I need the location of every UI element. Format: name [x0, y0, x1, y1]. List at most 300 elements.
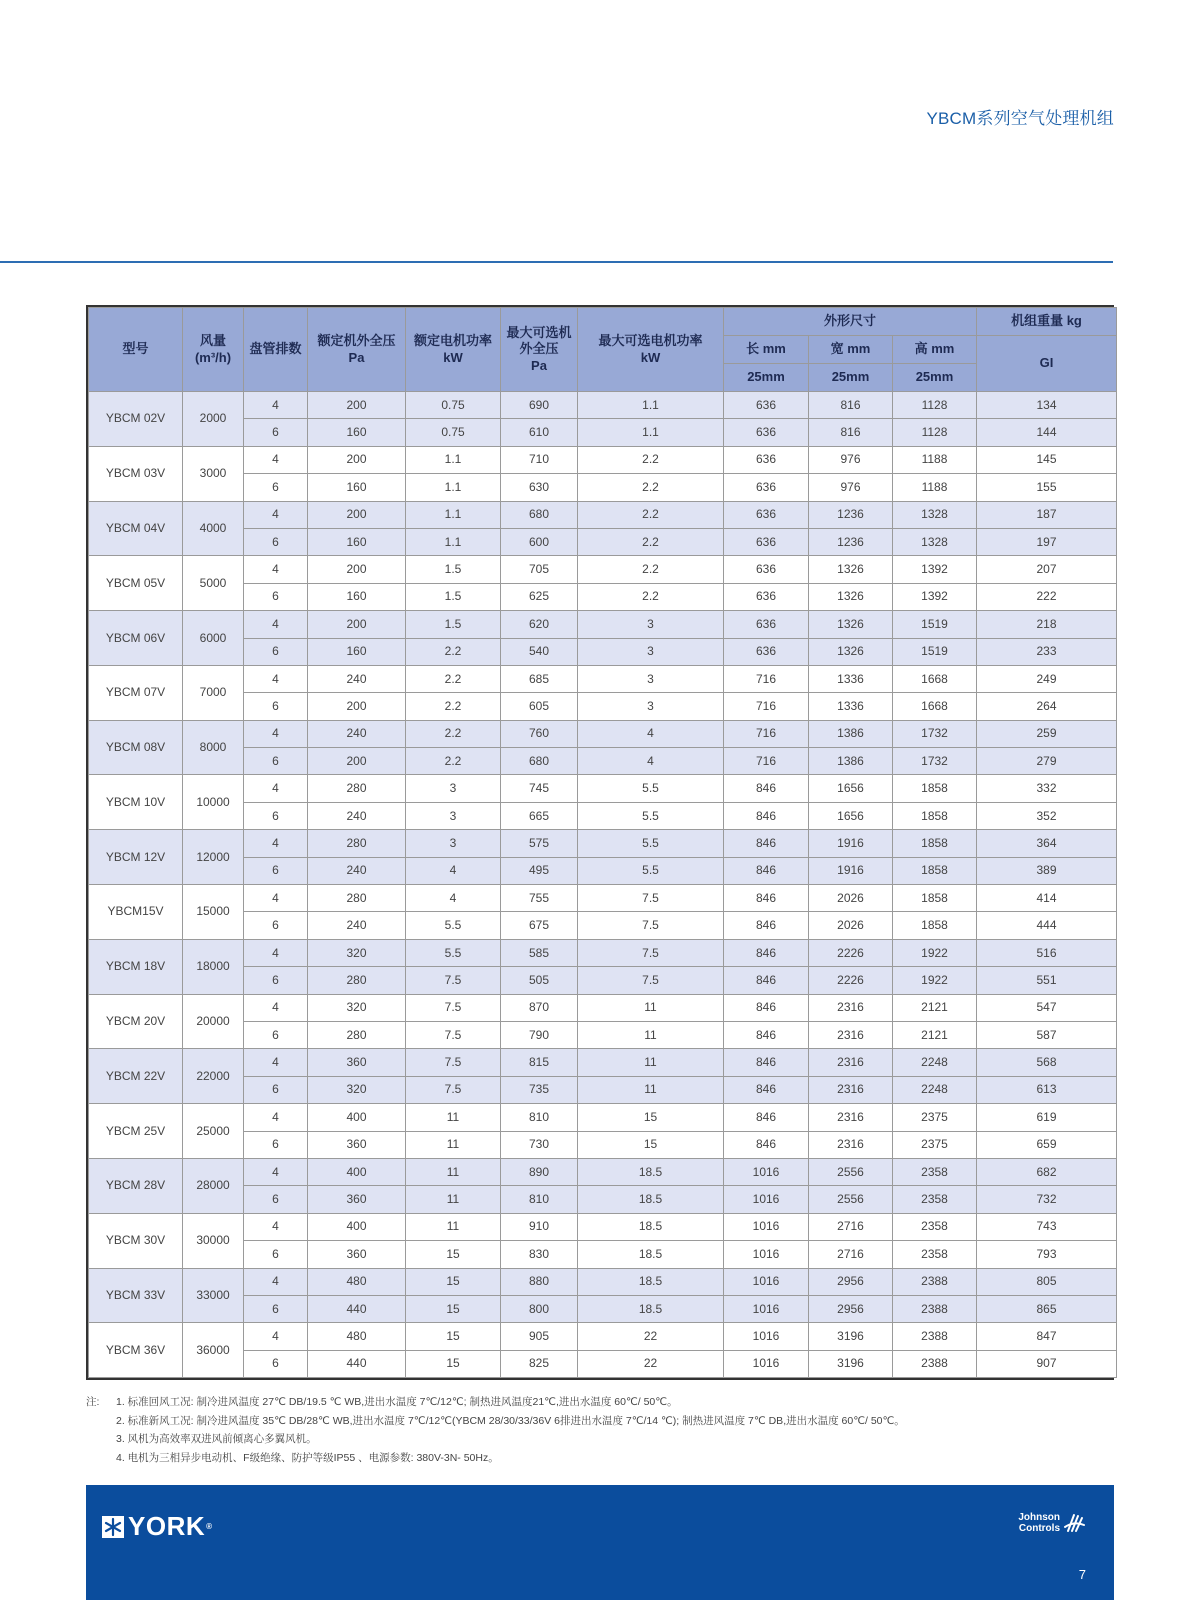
notes-label: 注: [86, 1396, 100, 1408]
table-cell: 4 [244, 611, 308, 638]
table-cell: 6 [244, 419, 308, 446]
table-cell: 360 [308, 1186, 406, 1213]
table-cell: 18.5 [578, 1268, 724, 1295]
table-cell: 400 [308, 1104, 406, 1131]
york-registered-mark: ® [206, 1522, 213, 1531]
table-cell: 160 [308, 583, 406, 610]
table-cell: 400 [308, 1158, 406, 1185]
table-cell: 1916 [809, 830, 893, 857]
table-cell: 6 [244, 802, 308, 829]
table-cell: 547 [977, 994, 1117, 1021]
table-cell: 6 [244, 474, 308, 501]
model-cell: YBCM 33V [89, 1268, 183, 1323]
table-cell: 1236 [809, 528, 893, 555]
header-length-sub: 25mm [724, 364, 809, 392]
table-cell: 259 [977, 720, 1117, 747]
table-cell: 7.5 [406, 967, 501, 994]
york-logo [102, 1511, 213, 1542]
model-cell: YBCM 36V [89, 1323, 183, 1378]
table-cell: 240 [308, 720, 406, 747]
table-cell: 716 [724, 748, 809, 775]
table-cell: 846 [724, 802, 809, 829]
table-cell: 2316 [809, 1131, 893, 1158]
table-cell: 6 [244, 1131, 308, 1158]
table-cell: 240 [308, 857, 406, 884]
table-cell: 4 [406, 885, 501, 912]
table-cell: 2316 [809, 1049, 893, 1076]
table-cell: 18.5 [578, 1295, 724, 1322]
table-cell: 6 [244, 1186, 308, 1213]
table-cell: 280 [308, 967, 406, 994]
spec-table-container [86, 305, 1114, 1380]
header-width-sub: 25mm [809, 364, 893, 392]
table-cell: 1016 [724, 1186, 809, 1213]
table-cell: 585 [501, 939, 578, 966]
table-cell: 2.2 [406, 748, 501, 775]
table-row [89, 1268, 1117, 1295]
table-cell: 636 [724, 638, 809, 665]
table-row [89, 967, 1117, 994]
table-cell: 280 [308, 1021, 406, 1048]
table-cell: 1016 [724, 1158, 809, 1185]
table-row [89, 939, 1117, 966]
footer-band [86, 1485, 1114, 1600]
table-cell: 5.5 [578, 857, 724, 884]
table-cell: 6 [244, 857, 308, 884]
notes [86, 1393, 1106, 1467]
table-cell: 1519 [893, 638, 977, 665]
table-cell: 675 [501, 912, 578, 939]
table-cell: 11 [406, 1131, 501, 1158]
table-cell: 2026 [809, 912, 893, 939]
table-cell: 6 [244, 583, 308, 610]
table-cell: 4 [244, 665, 308, 692]
table-cell: 400 [308, 1213, 406, 1240]
table-cell: 816 [809, 392, 893, 419]
table-cell: 3 [406, 775, 501, 802]
table-cell: 682 [977, 1158, 1117, 1185]
table-cell: 846 [724, 967, 809, 994]
table-cell: 910 [501, 1213, 578, 1240]
table-cell: 846 [724, 1131, 809, 1158]
note-item: 1. 标准回风工况: 制冷进风温度 27℃ DB/19.5 ℃ WB,进出水温度 7℃/12℃; 制热进风温度21℃,进出水温度 60℃/ 50℃。 [116, 1396, 678, 1408]
table-cell: 2388 [893, 1295, 977, 1322]
johnson-controls-logo [1018, 1511, 1086, 1535]
table-cell: 6 [244, 1295, 308, 1322]
table-cell: 197 [977, 528, 1117, 555]
table-row [89, 830, 1117, 857]
table-cell: 636 [724, 556, 809, 583]
table-cell: 1.5 [406, 583, 501, 610]
table-cell: 690 [501, 392, 578, 419]
table-cell: 2026 [809, 885, 893, 912]
table-cell: 846 [724, 912, 809, 939]
table-row [89, 885, 1117, 912]
table-cell: 1858 [893, 802, 977, 829]
table-cell: 2556 [809, 1158, 893, 1185]
table-row [89, 474, 1117, 501]
table-cell: 2226 [809, 939, 893, 966]
table-row [89, 392, 1117, 419]
table-cell: 1519 [893, 611, 977, 638]
jc-logo-line2: Controls [1018, 1523, 1060, 1534]
table-cell: 15 [406, 1268, 501, 1295]
table-cell: 620 [501, 611, 578, 638]
table-cell: 2358 [893, 1241, 977, 1268]
table-cell: 134 [977, 392, 1117, 419]
table-cell: 480 [308, 1268, 406, 1295]
table-cell: 1392 [893, 556, 977, 583]
table-cell: 207 [977, 556, 1117, 583]
table-cell: 2.2 [578, 583, 724, 610]
header-height-sub: 25mm [893, 364, 977, 392]
table-cell: 1326 [809, 611, 893, 638]
airflow-cell: 30000 [183, 1213, 244, 1268]
header-length: 长 mm [724, 336, 809, 364]
table-cell: 6 [244, 1021, 308, 1048]
table-cell: 4 [578, 748, 724, 775]
table-cell: 1336 [809, 665, 893, 692]
table-cell: 659 [977, 1131, 1117, 1158]
table-cell: 1858 [893, 912, 977, 939]
table-cell: 1328 [893, 528, 977, 555]
table-cell: 2956 [809, 1268, 893, 1295]
table-cell: 846 [724, 885, 809, 912]
table-cell: 222 [977, 583, 1117, 610]
table-cell: 540 [501, 638, 578, 665]
table-cell: 1336 [809, 693, 893, 720]
table-cell: 4 [244, 556, 308, 583]
header-rated-pressure: 额定机外全压 Pa [308, 308, 406, 392]
model-cell: YBCM 22V [89, 1049, 183, 1104]
airflow-cell: 28000 [183, 1158, 244, 1213]
table-cell: 810 [501, 1186, 578, 1213]
table-row [89, 501, 1117, 528]
model-cell: YBCM 08V [89, 720, 183, 775]
table-cell: 1.5 [406, 556, 501, 583]
table-cell: 4 [244, 720, 308, 747]
table-row [89, 1131, 1117, 1158]
table-cell: 15 [578, 1131, 724, 1158]
airflow-cell: 33000 [183, 1268, 244, 1323]
table-cell: 865 [977, 1295, 1117, 1322]
table-cell: 11 [406, 1158, 501, 1185]
table-cell: 2388 [893, 1268, 977, 1295]
table-cell: 705 [501, 556, 578, 583]
table-cell: 7.5 [578, 885, 724, 912]
table-cell: 1858 [893, 885, 977, 912]
table-cell: 976 [809, 446, 893, 473]
table-cell: 1858 [893, 857, 977, 884]
table-cell: 155 [977, 474, 1117, 501]
table-cell: 790 [501, 1021, 578, 1048]
table-cell: 2375 [893, 1104, 977, 1131]
table-cell: 1858 [893, 830, 977, 857]
table-cell: 619 [977, 1104, 1117, 1131]
header-model: 型号 [89, 308, 183, 392]
table-row [89, 1021, 1117, 1048]
table-cell: 320 [308, 994, 406, 1021]
table-cell: 145 [977, 446, 1117, 473]
table-cell: 15 [406, 1323, 501, 1350]
table-cell: 280 [308, 885, 406, 912]
table-cell: 11 [406, 1213, 501, 1240]
table-cell: 2358 [893, 1213, 977, 1240]
table-cell: 1732 [893, 748, 977, 775]
note-item: 2. 标准新风工况: 制冷进风温度 35℃ DB/28℃ WB,进出水温度 7℃/12℃(YBCM 28/30/33/36V 6排进出水温度 7℃/14 ℃); 制热进风温度 7℃ DB,进出水温度 60℃/ 50℃。 [116, 1414, 905, 1427]
airflow-cell: 22000 [183, 1049, 244, 1104]
table-cell: 1.1 [578, 392, 724, 419]
table-cell: 636 [724, 392, 809, 419]
table-cell: 389 [977, 857, 1117, 884]
table-cell: 636 [724, 419, 809, 446]
model-cell: YBCM 30V [89, 1213, 183, 1268]
table-cell: 160 [308, 419, 406, 446]
airflow-cell: 3000 [183, 446, 244, 501]
table-row [89, 1295, 1117, 1322]
table-cell: 280 [308, 830, 406, 857]
table-cell: 732 [977, 1186, 1117, 1213]
table-cell: 7.5 [578, 967, 724, 994]
page-number: 7 [1078, 1567, 1086, 1582]
table-cell: 320 [308, 1076, 406, 1103]
table-cell: 605 [501, 693, 578, 720]
table-cell: 805 [977, 1268, 1117, 1295]
airflow-cell: 36000 [183, 1323, 244, 1378]
table-row [89, 1158, 1117, 1185]
york-snowflake-icon [102, 1516, 124, 1538]
table-cell: 1656 [809, 775, 893, 802]
table-cell: 4 [244, 1158, 308, 1185]
airflow-cell: 4000 [183, 501, 244, 556]
table-cell: 2.2 [578, 446, 724, 473]
table-row [89, 419, 1117, 446]
table-cell: 1128 [893, 419, 977, 446]
table-cell: 1922 [893, 967, 977, 994]
table-cell: 22 [578, 1350, 724, 1377]
table-cell: 5.5 [406, 912, 501, 939]
table-cell: 846 [724, 830, 809, 857]
model-cell: YBCM 25V [89, 1104, 183, 1159]
table-cell: 3 [578, 665, 724, 692]
table-cell: 1326 [809, 556, 893, 583]
table-cell: 200 [308, 611, 406, 638]
table-row [89, 638, 1117, 665]
table-cell: 825 [501, 1350, 578, 1377]
table-cell: 665 [501, 802, 578, 829]
table-cell: 716 [724, 665, 809, 692]
table-cell: 6 [244, 1241, 308, 1268]
table-cell: 187 [977, 501, 1117, 528]
table-cell: 5.5 [578, 775, 724, 802]
model-cell: YBCM 04V [89, 501, 183, 556]
table-row [89, 720, 1117, 747]
table-cell: 636 [724, 474, 809, 501]
table-cell: 600 [501, 528, 578, 555]
table-cell: 4 [244, 830, 308, 857]
table-cell: 15 [406, 1241, 501, 1268]
table-cell: 846 [724, 939, 809, 966]
header-max-power: 最大可选电机功率 kW [578, 308, 724, 392]
table-cell: 18.5 [578, 1213, 724, 1240]
table-row [89, 1323, 1117, 1350]
model-cell: YBCM 28V [89, 1158, 183, 1213]
table-cell: 1.1 [406, 474, 501, 501]
table-cell: 360 [308, 1241, 406, 1268]
table-cell: 793 [977, 1241, 1117, 1268]
header-height: 高 mm [893, 336, 977, 364]
airflow-cell: 6000 [183, 611, 244, 666]
table-cell: 200 [308, 501, 406, 528]
table-row [89, 857, 1117, 884]
table-row [89, 583, 1117, 610]
table-cell: 218 [977, 611, 1117, 638]
table-cell: 2.2 [406, 693, 501, 720]
table-cell: 15 [406, 1350, 501, 1377]
table-cell: 625 [501, 583, 578, 610]
table-row [89, 1241, 1117, 1268]
table-cell: 6 [244, 912, 308, 939]
table-cell: 1668 [893, 665, 977, 692]
table-cell: 2388 [893, 1350, 977, 1377]
table-cell: 414 [977, 885, 1117, 912]
table-row [89, 802, 1117, 829]
table-body [89, 392, 1117, 1378]
table-cell: 352 [977, 802, 1117, 829]
airflow-cell: 12000 [183, 830, 244, 885]
table-cell: 3196 [809, 1323, 893, 1350]
table-cell: 846 [724, 1049, 809, 1076]
table-cell: 4 [244, 939, 308, 966]
model-cell: YBCM 02V [89, 392, 183, 447]
table-cell: 7.5 [406, 994, 501, 1021]
table-cell: 630 [501, 474, 578, 501]
table-row [89, 1049, 1117, 1076]
table-cell: 4 [244, 994, 308, 1021]
table-cell: 440 [308, 1350, 406, 1377]
table-cell: 636 [724, 446, 809, 473]
table-cell: 200 [308, 693, 406, 720]
table-cell: 15 [406, 1295, 501, 1322]
table-cell: 4 [244, 392, 308, 419]
table-cell: 144 [977, 419, 1117, 446]
table-cell: 3196 [809, 1350, 893, 1377]
table-cell: 2358 [893, 1158, 977, 1185]
table-cell: 3 [578, 611, 724, 638]
table-cell: 1016 [724, 1350, 809, 1377]
table-cell: 444 [977, 912, 1117, 939]
table-cell: 320 [308, 939, 406, 966]
table-cell: 1922 [893, 939, 977, 966]
table-cell: 905 [501, 1323, 578, 1350]
table-cell: 1188 [893, 446, 977, 473]
table-row [89, 748, 1117, 775]
airflow-cell: 8000 [183, 720, 244, 775]
table-cell: 730 [501, 1131, 578, 1158]
table-cell: 4 [406, 857, 501, 884]
table-row [89, 912, 1117, 939]
table-cell: 710 [501, 446, 578, 473]
table-cell: 846 [724, 1021, 809, 1048]
header-rated-power: 额定电机功率 kW [406, 308, 501, 392]
table-cell: 2316 [809, 1104, 893, 1131]
table-row [89, 1350, 1117, 1377]
table-cell: 505 [501, 967, 578, 994]
header-width: 宽 mm [809, 336, 893, 364]
header-dimensions: 外形尺寸 [724, 308, 977, 336]
table-cell: 11 [578, 1021, 724, 1048]
header-divider [0, 261, 1113, 263]
table-cell: 5.5 [406, 939, 501, 966]
table-cell: 2358 [893, 1186, 977, 1213]
table-cell: 7.5 [406, 1049, 501, 1076]
model-cell: YBCM 18V [89, 939, 183, 994]
table-cell: 1016 [724, 1323, 809, 1350]
table-cell: 847 [977, 1323, 1117, 1350]
model-cell: YBCM 03V [89, 446, 183, 501]
table-cell: 575 [501, 830, 578, 857]
table-cell: 846 [724, 775, 809, 802]
table-cell: 636 [724, 501, 809, 528]
table-cell: 7.5 [578, 939, 724, 966]
table-cell: 830 [501, 1241, 578, 1268]
table-cell: 1732 [893, 720, 977, 747]
table-cell: 6 [244, 748, 308, 775]
table-cell: 2248 [893, 1049, 977, 1076]
table-cell: 2226 [809, 967, 893, 994]
table-cell: 11 [578, 1049, 724, 1076]
table-cell: 1016 [724, 1241, 809, 1268]
table-cell: 4 [578, 720, 724, 747]
table-cell: 735 [501, 1076, 578, 1103]
table-row [89, 775, 1117, 802]
table-cell: 1.5 [406, 611, 501, 638]
table-cell: 2716 [809, 1213, 893, 1240]
table-cell: 1328 [893, 501, 977, 528]
table-row [89, 1076, 1117, 1103]
table-cell: 1858 [893, 775, 977, 802]
model-cell: YBCM 07V [89, 665, 183, 720]
table-cell: 1386 [809, 748, 893, 775]
table-row [89, 446, 1117, 473]
table-cell: 3 [578, 693, 724, 720]
table-cell: 760 [501, 720, 578, 747]
table-cell: 1326 [809, 583, 893, 610]
table-cell: 6 [244, 967, 308, 994]
table-cell: 2121 [893, 1021, 977, 1048]
table-cell: 332 [977, 775, 1117, 802]
header-weight: 机组重量 kg [977, 308, 1117, 336]
model-cell: YBCM 12V [89, 830, 183, 885]
airflow-cell: 18000 [183, 939, 244, 994]
table-cell: 2.2 [578, 556, 724, 583]
table-cell: 15 [578, 1104, 724, 1131]
table-cell: 2.2 [406, 638, 501, 665]
table-cell: 2.2 [406, 665, 501, 692]
table-cell: 480 [308, 1323, 406, 1350]
table-cell: 2.2 [578, 501, 724, 528]
table-cell: 7.5 [406, 1076, 501, 1103]
airflow-cell: 5000 [183, 556, 244, 611]
table-cell: 4 [244, 775, 308, 802]
table-cell: 360 [308, 1049, 406, 1076]
table-cell: 160 [308, 528, 406, 555]
table-cell: 846 [724, 857, 809, 884]
table-cell: 2316 [809, 994, 893, 1021]
table-cell: 280 [308, 775, 406, 802]
table-cell: 200 [308, 556, 406, 583]
table-cell: 2316 [809, 1076, 893, 1103]
